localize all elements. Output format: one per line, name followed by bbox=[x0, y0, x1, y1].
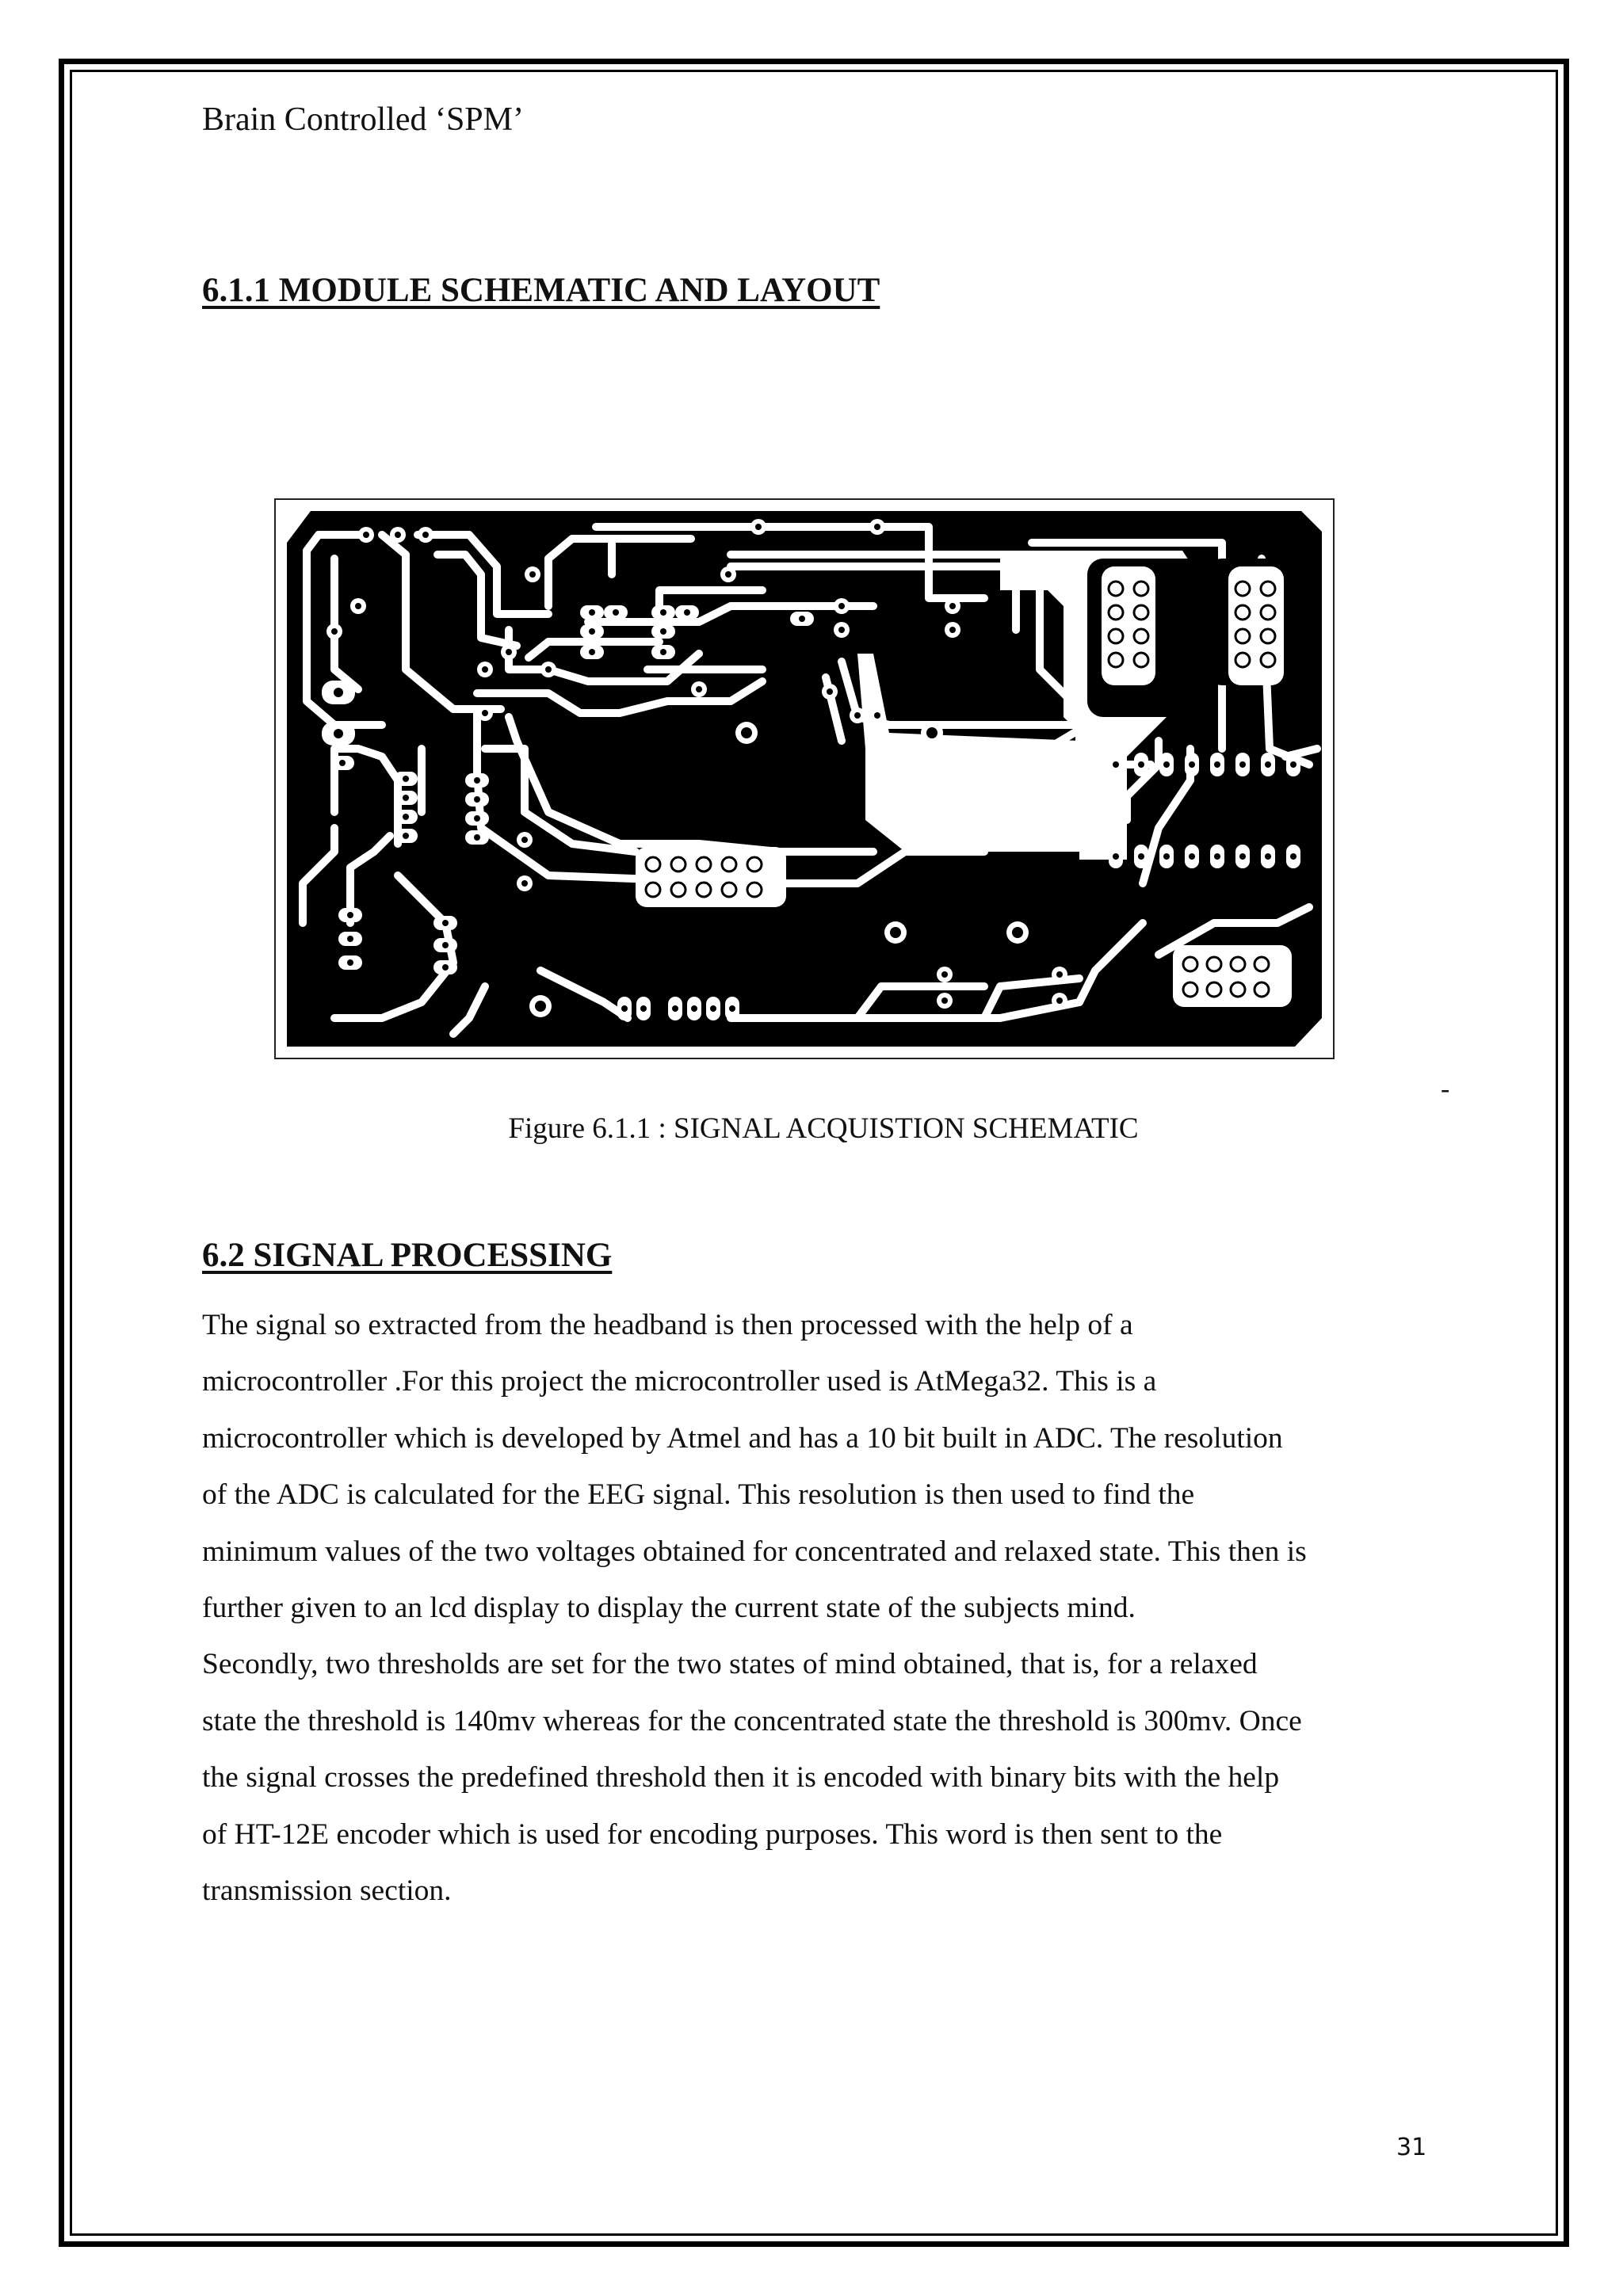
figure-caption bbox=[0, 1114, 1623, 1143]
section-heading-6-1-1: 6.1.1 MODULE SCHEMATIC AND LAYOUT bbox=[202, 272, 880, 309]
paragraph-line: of HT-12E encoder which is used for encoding purposes. This word is then sent to the bbox=[202, 1817, 1223, 1851]
paragraph-line: of the ADC is calculated for the EEG signal. This resolution is then used to find the bbox=[202, 1478, 1195, 1512]
pcb-layout-image bbox=[287, 511, 1322, 1047]
figure-caption-text: Figure 6.1.1 : SIGNAL ACQUISTION SCHEMATIC bbox=[508, 1112, 1139, 1145]
paragraph-line: Secondly, two thresholds are set for the two states of mind obtained, that is, for a relaxed bbox=[202, 1648, 1258, 1681]
stray-mark: - bbox=[1441, 1074, 1450, 1104]
page-number: 31 bbox=[1396, 2134, 1427, 2161]
pcb-layout-figure bbox=[274, 498, 1335, 1059]
paragraph-line: state the threshold is 140mv whereas for the concentrated state the threshold is 300mv. Once bbox=[202, 1704, 1302, 1737]
body-paragraph bbox=[202, 1297, 1502, 1919]
paragraph-line: minimum values of the two voltages obtained for concentrated and relaxed state. This then is bbox=[202, 1535, 1307, 1568]
paragraph-line: microcontroller which is developed by Atmel and has a 10 bit built in ADC. The resolution bbox=[202, 1421, 1283, 1455]
paragraph-line: further given to an lcd display to display the current state of the subjects mind. bbox=[202, 1592, 1136, 1625]
paragraph-line: The signal so extracted from the headband is then processed with the help of a bbox=[202, 1309, 1133, 1341]
paragraph-line: microcontroller .For this project the microcontroller used is AtMega32. This is a bbox=[202, 1365, 1157, 1398]
paragraph-line: the signal crosses the predefined threshold then it is encoded with binary bits with the help bbox=[202, 1761, 1280, 1794]
section-heading-6-2: 6.2 SIGNAL PROCESSING bbox=[202, 1237, 613, 1274]
paragraph-line: transmission section. bbox=[202, 1875, 452, 1908]
running-header: Brain Controlled ‘SPM’ bbox=[202, 101, 524, 138]
